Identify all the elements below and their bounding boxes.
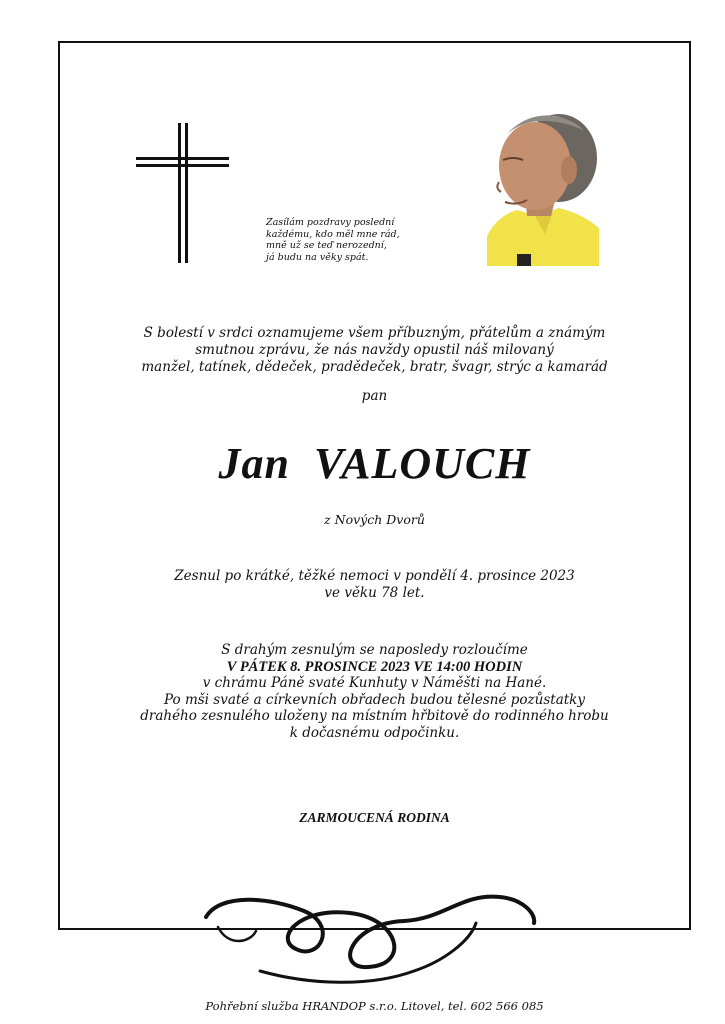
funeral-line: v chrámu Páně svaté Kunhuty v Náměšti na Hané. bbox=[202, 675, 547, 691]
poem-line: Zasílám pozdravy poslední bbox=[266, 217, 395, 228]
death-info bbox=[58, 568, 691, 602]
poem-verse bbox=[266, 217, 426, 263]
funeral-line: k dočasnému odpočinku. bbox=[289, 724, 460, 741]
announcement-text bbox=[58, 325, 691, 376]
deceased-name bbox=[58, 438, 691, 489]
first-name: Jan bbox=[218, 439, 291, 488]
family-signature: ZARMOUCENÁ RODINA bbox=[299, 810, 450, 825]
death-line: Zesnul po krátké, těžké nemoci v pondělí 4. prosince 2023 bbox=[174, 568, 575, 584]
announcement-line: smutnou zprávu, že nás navždy opustil náš milovaný bbox=[195, 342, 554, 358]
funeral-service-footer: Pohřební služba HRANDOP s.r.o. Litovel, tel. 602 566 085 bbox=[205, 999, 544, 1013]
funeral-line: Po mši svaté a církevních obřadech budou tělesné pozůstatky bbox=[163, 691, 585, 708]
funeral-line: drahého zesnulého uloženy na místním hřbitově do rodinného hrobu bbox=[140, 708, 609, 724]
poem-line: každému, kdo měl mne rád, bbox=[266, 228, 400, 240]
announcement-line: S bolestí v srdci oznamujeme všem příbuzným, přátelům a známým bbox=[143, 325, 606, 341]
swirl-ornament bbox=[200, 883, 540, 993]
origin-text: z Nových Dvorů bbox=[324, 512, 425, 527]
poem-line: já budu na věky spát. bbox=[266, 251, 369, 263]
funeral-info bbox=[58, 642, 691, 741]
announcement-line: manžel, tatínek, dědeček, pradědeček, bratr, švagr, strýc a kamarád bbox=[141, 359, 608, 375]
death-line: ve věku 78 let. bbox=[324, 585, 425, 601]
portrait-photo bbox=[487, 104, 599, 266]
last-name: VALOUCH bbox=[314, 439, 531, 488]
funeral-date: V PÁTEK 8. PROSINCE 2023 VE 14:00 HODIN bbox=[226, 658, 523, 675]
salutation: pan bbox=[361, 388, 388, 404]
funeral-intro: S drahým zesnulým se naposledy rozloučíme bbox=[221, 642, 528, 658]
cross-icon bbox=[136, 123, 230, 265]
poem-line: mně už se teď nerozední, bbox=[266, 240, 387, 251]
